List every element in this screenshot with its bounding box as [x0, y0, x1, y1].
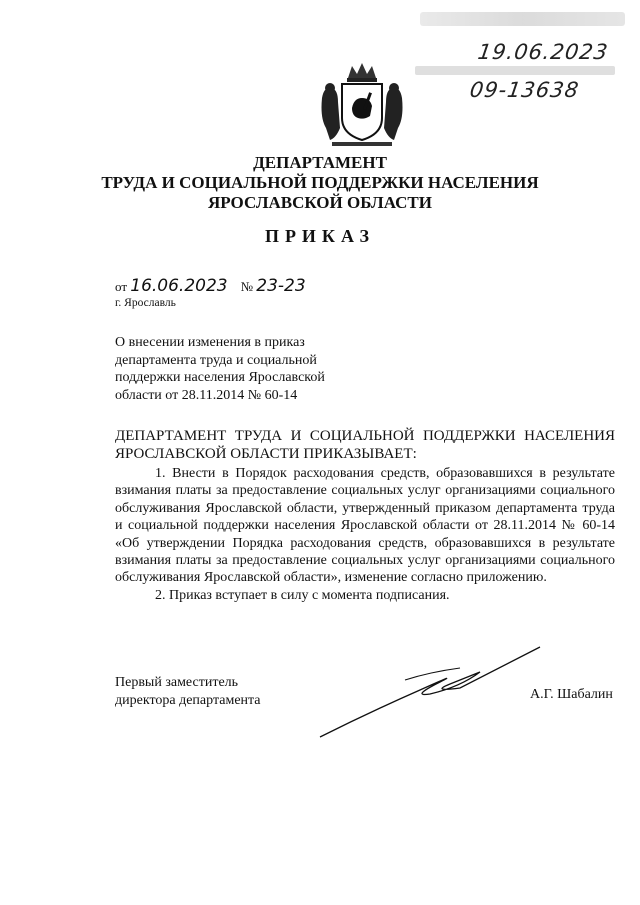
order-number-prefix: № — [240, 279, 254, 294]
order-date-number-row — [115, 276, 306, 296]
signatory-position-line2: директора департамента — [115, 693, 261, 708]
registration-date: 19.06.2023 — [476, 40, 610, 64]
department-header-line1: ДЕПАРТАМЕНТ — [253, 153, 387, 172]
order-date-prefix: от — [115, 279, 128, 294]
registration-stamp-subline — [415, 66, 615, 75]
order-preamble: ДЕПАРТАМЕНТ ТРУДА И СОЦИАЛЬНОЙ ПОДДЕРЖКИ НАСЕЛЕНИЯ ЯРОСЛАВСКОЙ ОБЛАСТИ ПРИКАЗЫВАЕТ: — [115, 428, 615, 462]
order-item-1: 1. Внести в Порядок расходования средств, образовавшихся в результате взимания платы за предоставление социальных услуг организациями социального обслуживания Ярославской области, утвержденный приказом департамента труда и социальной поддержки населения Ярославской области от 28.11.2014 № 60-14 «Об утверждении Порядка расходования средств, образовавшихся в результате взимания платы за предоставление социальных услуг организациями социального обслуживания Ярославской области», изменение согласно приложению. — [115, 466, 615, 586]
document-title: ПРИКАЗ — [264, 226, 376, 246]
signatory-name: А.Г. Шабалин — [530, 687, 613, 702]
department-header-line2: ТРУДА И СОЦИАЛЬНОЙ ПОДДЕРЖКИ НАСЕЛЕНИЯ — [101, 173, 539, 192]
signatory-position-line1: Первый заместитель — [115, 675, 239, 690]
order-date: 16.06.2023 — [130, 276, 228, 296]
handwritten-signature — [310, 642, 550, 742]
order-city: г. Ярославль — [115, 297, 176, 309]
registration-number: 09-13638 — [468, 78, 581, 102]
coat-of-arms-emblem — [318, 58, 406, 150]
registration-stamp-header — [420, 12, 625, 26]
order-subject: О внесении изменения в приказ департамента труда и социальной поддержки населения Ярославской области от 28.11.2014 № 60-14 — [115, 335, 325, 403]
order-item-2: 2. Приказ вступает в силу с момента подписания. — [155, 587, 450, 603]
order-body — [115, 465, 615, 604]
signatory-position — [115, 674, 261, 710]
department-header-line3: ЯРОСЛАВСКОЙ ОБЛАСТИ — [208, 193, 432, 212]
order-number: 23-23 — [256, 276, 306, 296]
